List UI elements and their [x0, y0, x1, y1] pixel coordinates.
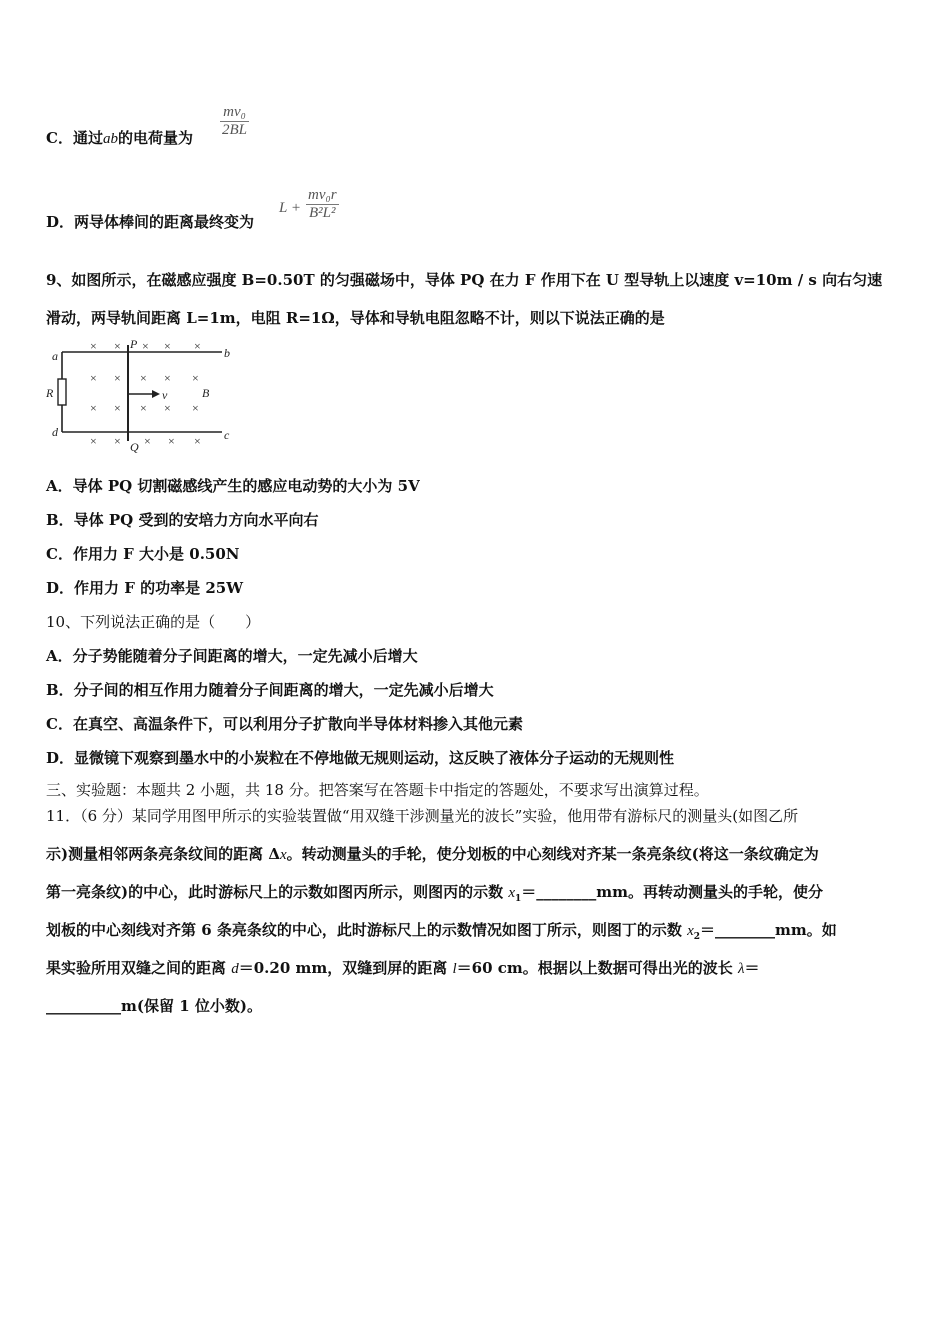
- q8-c-fraction: $\frac{\text{mv₀}}{2BL}$: [222, 104, 248, 138]
- cross: ×: [144, 434, 151, 448]
- cross: ×: [114, 371, 121, 385]
- label-q: Q: [130, 440, 139, 454]
- q10-option-a: A．分子势能随着分子间距离的增大，一定先减小后增大: [46, 647, 418, 665]
- q9-option-c: C．作用力 F 大小是 0.50N: [46, 545, 240, 563]
- q8-d-fraction: $\frac{\text{mv₀r}}{\text{B²L²}}$: [308, 187, 337, 221]
- cross: ×: [142, 339, 149, 353]
- q8-d-lead: L +: [279, 200, 301, 216]
- cross: ×: [164, 339, 171, 353]
- cross: ×: [90, 371, 97, 385]
- label-d: d: [52, 425, 58, 439]
- label-a: a: [52, 349, 58, 363]
- q11-line2: 示)测量相邻两条亮条纹间的距离 Δx。转动测量头的手轮，使分划板的中心刻线对齐某一条亮条纹(将这一条纹确定为: [46, 845, 819, 863]
- cross: ×: [164, 371, 171, 385]
- cross: ×: [114, 401, 121, 415]
- resistor: [58, 379, 66, 405]
- cross: ×: [90, 339, 97, 353]
- label-r: R: [46, 386, 54, 400]
- label-b-field: B: [202, 386, 210, 400]
- q9-option-a: A．导体 PQ 切割磁感线产生的感应电动势的大小为 5V: [46, 477, 420, 495]
- q10-option-b: B．分子间的相互作用力随着分子间距离的增大，一定先减小后增大: [46, 681, 494, 699]
- cross: ×: [192, 401, 199, 415]
- q11-line6: __________m(保留 1 位小数)。: [46, 997, 262, 1015]
- label-v: v: [162, 388, 168, 402]
- var-ab: ab: [102, 131, 118, 147]
- label-p: P: [130, 337, 138, 351]
- q10-stem: 10、下列说法正确的是（ ）: [46, 613, 261, 631]
- q11-line5: 果实验所用双缝之间的距离 d＝0.20 mm，双缝到屏的距离 l＝60 cm。根据以上数据可得出光的波长 λ＝: [46, 959, 760, 977]
- label-c: c: [224, 428, 230, 442]
- q9-stem-line1: 9、如图所示，在磁感应强度 B=0.50T 的匀强磁场中，导体 PQ 在力 F 作用下在 U 型导轨上以速度 v=10m / s 向右匀速: [46, 271, 883, 289]
- cross: ×: [140, 401, 147, 415]
- cross: ×: [90, 434, 97, 448]
- q10-option-c: C．在真空、高温条件下，可以利用分子扩散向半导体材料掺入其他元素: [46, 715, 523, 733]
- q11-line1: 11．（6 分）某同学用图甲所示的实验装置做“用双缝干涉测量光的波长”实验，他用带有游标尺的测量头(如图乙所: [46, 807, 799, 825]
- q11-line3: 第一亮条纹)的中心，此时游标尺上的示数如图丙所示，则图丙的示数 $x_1=\_\_\_\_\_\_\_\_mm$。再转动测量头的手轮，使分: [46, 883, 824, 904]
- cross: ×: [194, 339, 201, 353]
- section-3-heading: 三、实验题：本题共 2 小题，共 18 分。把答案写在答题卡中指定的答题处，不要求写出演算过程。: [46, 781, 709, 799]
- cross: ×: [194, 434, 201, 448]
- cross: ×: [114, 434, 121, 448]
- q9-option-d: D．作用力 F 的功率是 25W: [46, 579, 244, 597]
- cross: ×: [140, 371, 147, 385]
- q9-stem-line2: 滑动，两导轨间距离 L=1m，电阻 R=1Ω，导体和导轨电阻忽略不计，则以下说法正确的是: [46, 309, 665, 327]
- q9-option-b: B．导体 PQ 受到的安培力方向水平向右: [46, 511, 319, 529]
- cross: ×: [114, 339, 121, 353]
- rail-diagram: [44, 337, 234, 455]
- cross: ×: [192, 371, 199, 385]
- label-b: b: [224, 346, 230, 360]
- q8-option-d: D．两导体棒间的距离最终变为: [46, 213, 255, 231]
- q8-option-c: C．通过ab的电荷量为: [46, 129, 193, 147]
- q10-option-d: D．显微镜下观察到墨水中的小炭粒在不停地做无规则运动，这反映了液体分子运动的无规则性: [46, 749, 675, 767]
- cross: ×: [168, 434, 175, 448]
- cross: ×: [164, 401, 171, 415]
- q11-line4: 划板的中心刻线对齐第 6 条亮条纹的中心，此时游标尺上的示数情况如图丁所示，则图丁的示数 $x_2=\_\_\_\_\_\_\_\_mm$。如: [46, 921, 837, 942]
- velocity-arrowhead: [152, 390, 160, 398]
- cross: ×: [90, 401, 97, 415]
